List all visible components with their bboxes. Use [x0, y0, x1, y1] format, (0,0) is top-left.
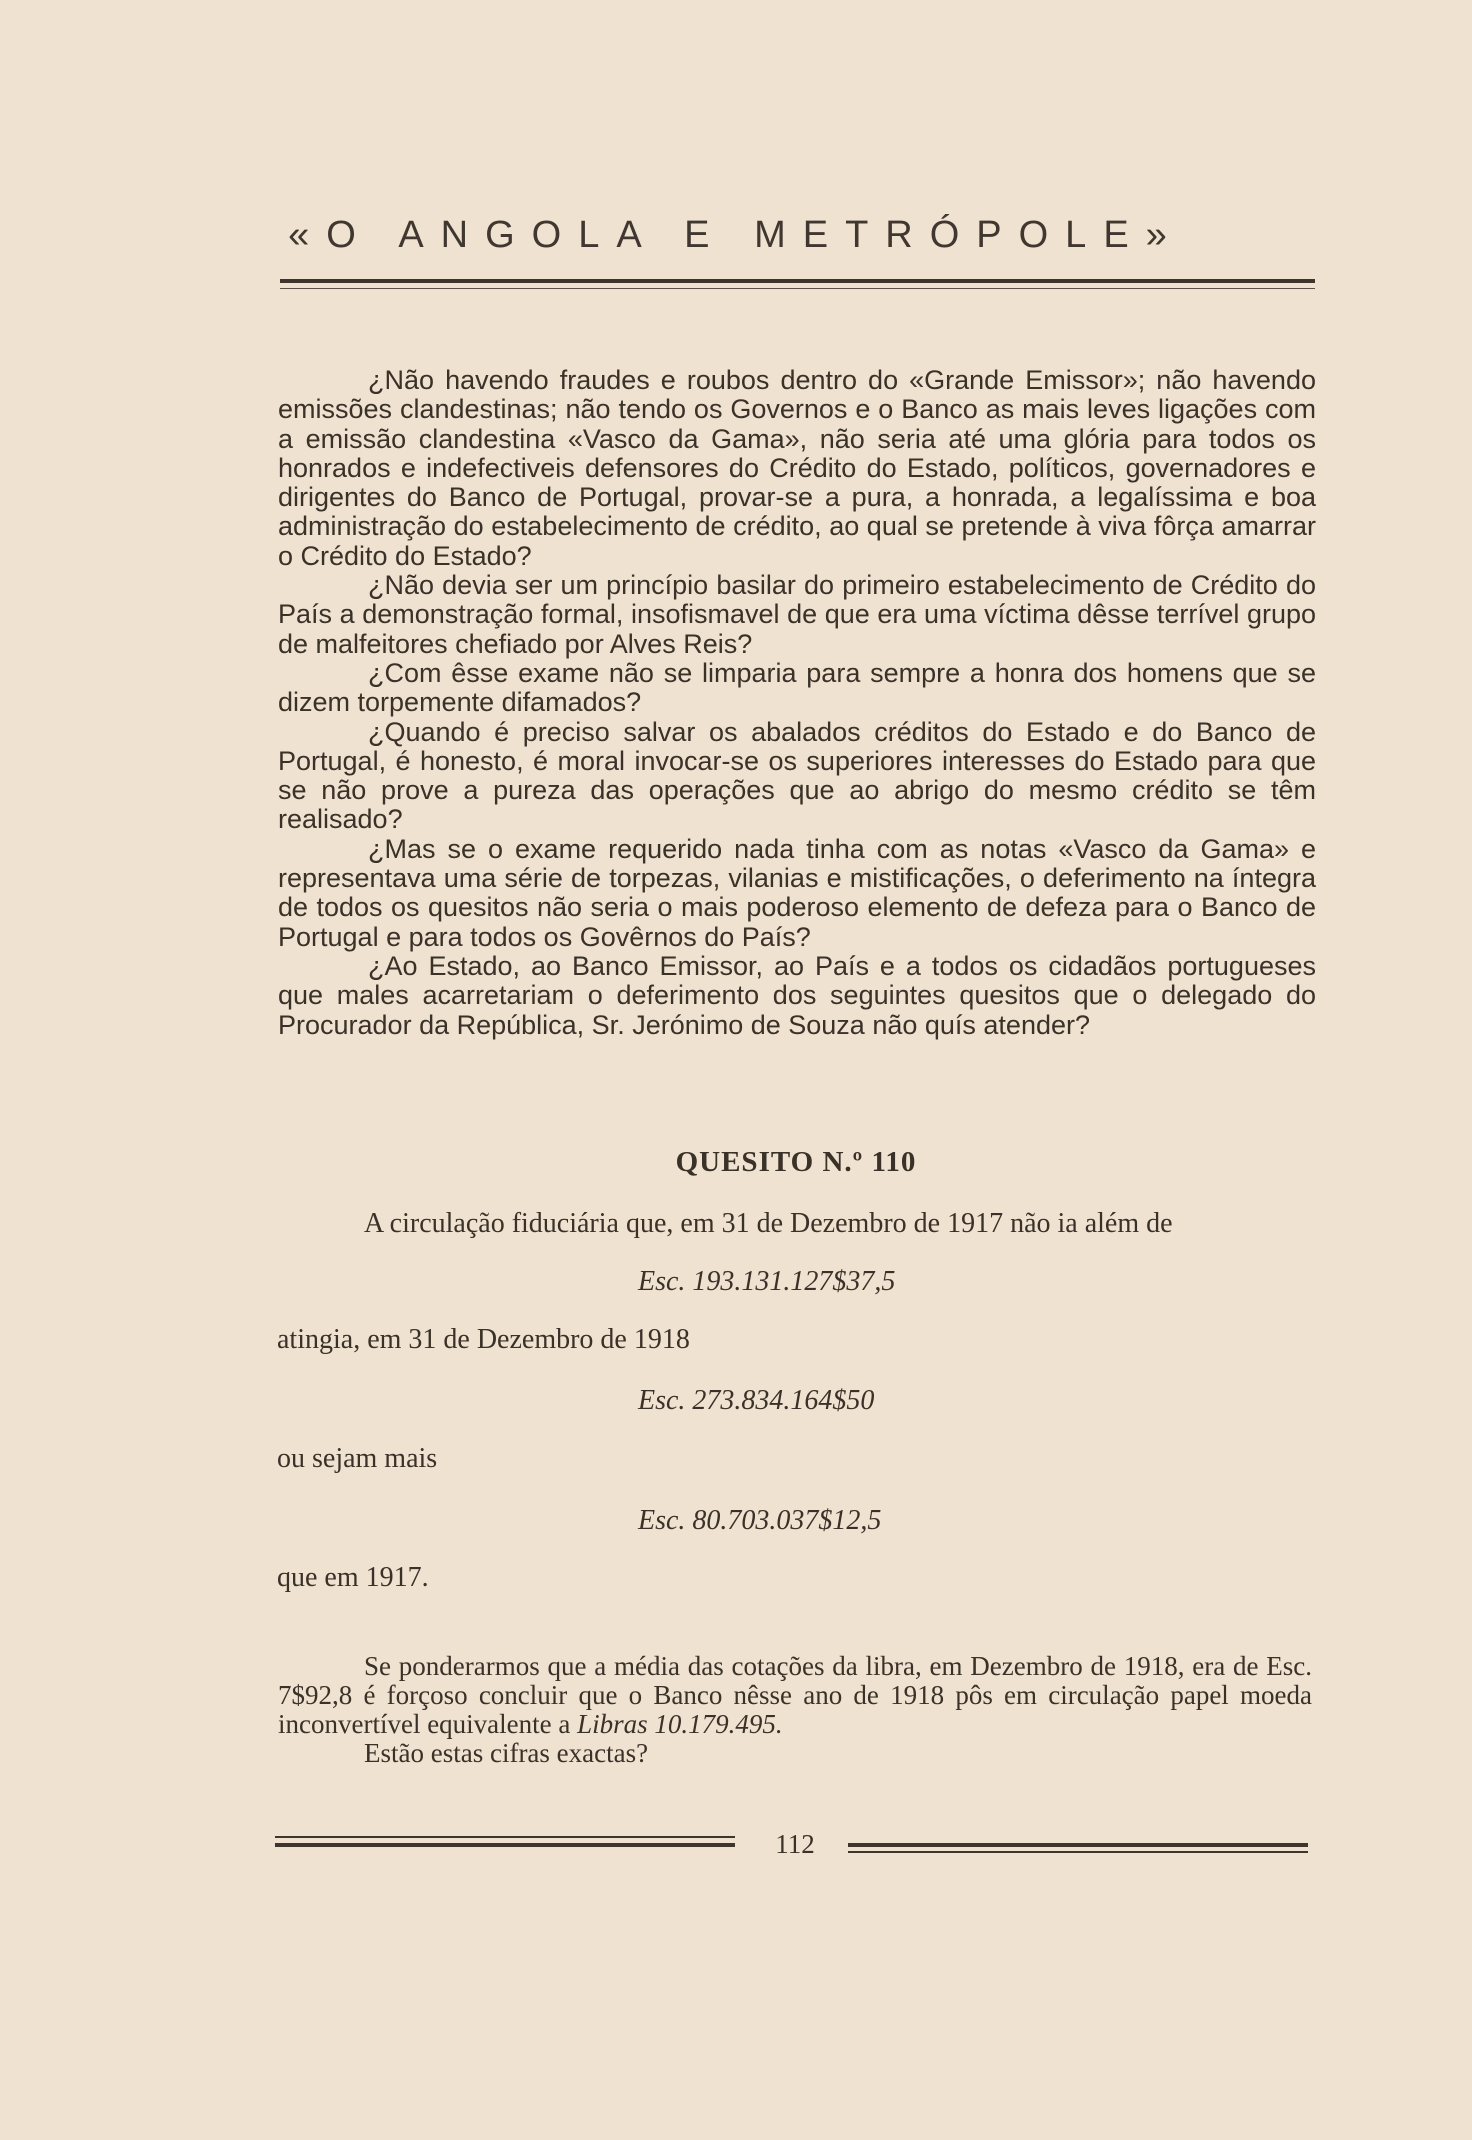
paragraph-4: ¿Quando é preciso salvar os abalados créditos do Estado e do Banco de Portugal, é honesto, é moral invocar-se os superiores interesses do Estado para que se não prove a pureza das operações que ao abrigo do mesmo crédito se têm realisado? [278, 716, 1316, 835]
conclusion-question: Estão estas cifras exactas? [364, 1738, 649, 1768]
paragraph-5: ¿Mas se o exame requerido nada tinha com as notas «Vasco da Gama» e representava uma série de torpezas, vilanias e mistificações, o deferimento na íntegra de todos os quesitos não seria o mais poderoso elemento de defeza para o Banco de Portugal e para todos os Govêrnos do País? [278, 833, 1316, 952]
footer-rule-left-thick [275, 1843, 735, 1847]
quesito-intro: A circulação fiduciária que, em 31 de Dezembro de 1917 não ia além de [364, 1208, 1173, 1239]
quesito-title: QUESITO N.º 110 [675, 1146, 917, 1178]
paragraph-6: ¿Ao Estado, ao Banco Emissor, ao País e a todos os cidadãos portugueses que males acarretariam o deferimento dos seguintes quesitos que o delegado do Procurador da República, Sr. Jerónimo de Souza não quís atender? [278, 950, 1316, 1040]
conclusion-main: Se ponderarmos que a média das cotações da libra, em Dezembro de 1918, era de Esc. 7$92,8 é forçoso concluir que o Banco nêsse ano de 1918 pôs em circulação papel moeda inconvertível equivalente a [278, 1651, 1312, 1739]
paragraph-1: ¿Não havendo fraudes e roubos dentro do «Grande Emissor»; não havendo emissões clandestinas; não tendo os Governos e o Banco as mais leves ligações com a emissão clandestina «Vasco da Gama», não seria até uma glória para todos os honrados e indefectiveis defensores do Crédito do Estado, políticos, governadores e dirigentes do Banco de Portugal, provar-se a pura, a honrada, a legalíssima e boa administração do estabelecimento de crédito, ao qual se pretende à viva fôrça amarrar o Crédito do Estado? [278, 365, 1316, 571]
footer-rule-right-thick [848, 1843, 1308, 1847]
footer-rule-right-thin [848, 1851, 1308, 1853]
page-number: 112 [775, 1829, 815, 1859]
line-1918: atingia, em 31 de Dezembro de 1918 [277, 1324, 690, 1355]
page-header-title: «O ANGOLA E METRÓPOLE» [288, 214, 1184, 256]
paragraph-3: ¿Com êsse exame não se limparia para sempre a honra dos homens que se dizem torpemente difamados? [278, 657, 1316, 718]
footer-rule-left-thin [275, 1836, 735, 1838]
amount-1917: Esc. 193.131.127$37,5 [638, 1266, 896, 1297]
header-rule-thick [280, 279, 1315, 283]
paragraph-2: ¿Não devia ser um princípio basilar do primeiro estabelecimento de Crédito do País a demonstração formal, insofismavel de que era uma víctima dêsse terrível grupo de malfeitores chefiado por Alves Reis? [278, 570, 1316, 659]
line-than: que em 1917. [277, 1562, 429, 1593]
header-rule-thin [280, 288, 1315, 289]
conclusion-text [278, 1652, 1312, 1768]
amount-1918: Esc. 273.834.164$50 [638, 1385, 875, 1416]
amount-difference: Esc. 80.703.037$12,5 [638, 1505, 882, 1536]
body-text [278, 366, 1316, 1040]
conclusion-libras: Libras 10.179.495. [577, 1709, 783, 1739]
line-more: ou sejam mais [277, 1443, 438, 1474]
conclusion-paragraph [278, 1652, 1312, 1739]
